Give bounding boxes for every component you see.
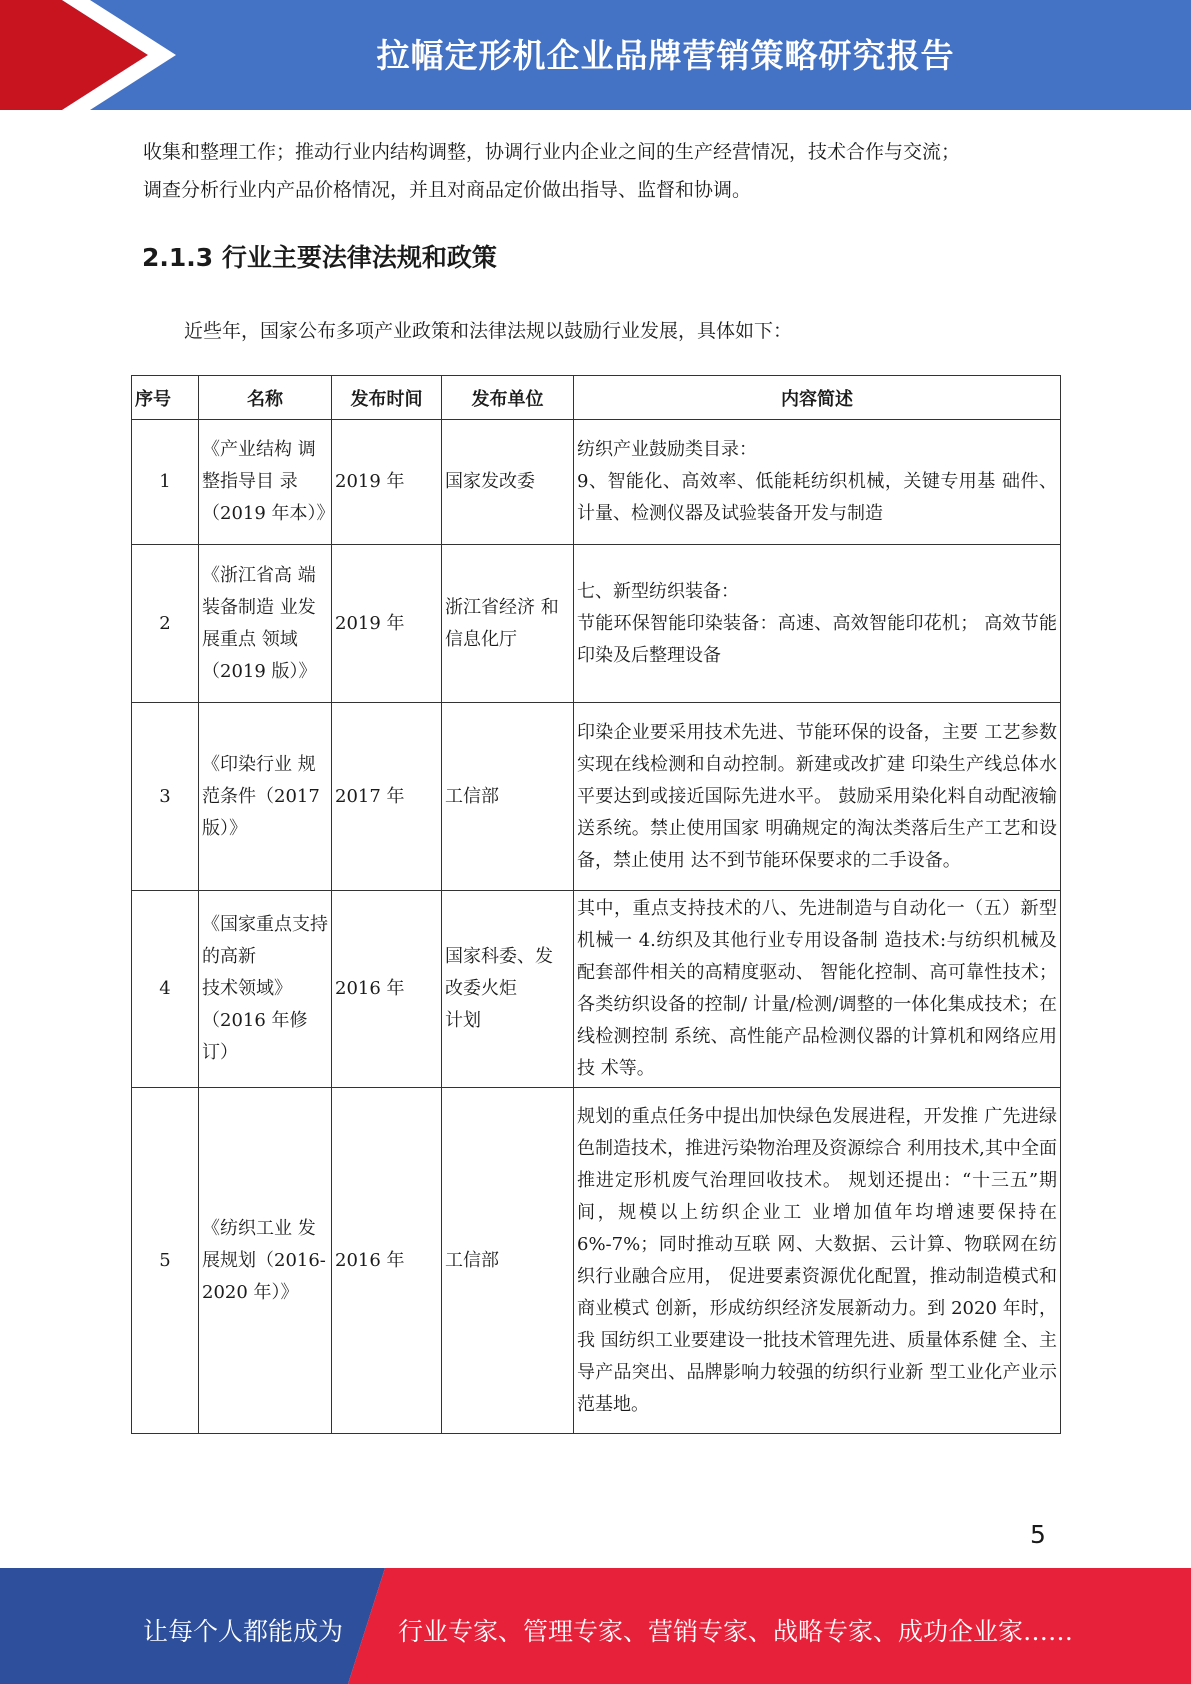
cell-publisher: 国家发改委 <box>442 420 574 545</box>
table-row <box>132 1088 1061 1434</box>
cell-publisher: 浙江省经济 和信息化厅 <box>442 545 574 703</box>
header-publisher: 发布单位 <box>442 376 574 420</box>
cell-date: 2019 年 <box>332 420 442 545</box>
table-row <box>132 420 1061 545</box>
cell-publisher: 工信部 <box>442 703 574 891</box>
table-row <box>132 891 1061 1088</box>
table-row <box>132 545 1061 703</box>
cell-name: 《国家重点支持的高新 技术领域》 （2016 年修订） <box>199 891 332 1088</box>
section-heading: 2.1.3 行业主要法律法规和政策 <box>142 243 497 272</box>
report-title: 拉幅定形机企业品牌营销策略研究报告 <box>376 36 955 75</box>
cell-publisher: 国家科委、发改委火炬 计划 <box>442 891 574 1088</box>
cell-description: 规划的重点任务中提出加快绿色发展进程，开发推 广先进绿色制造技术，推进污染物治理及资源综合 利用技术,其中全面推进定形机废气治理回收技术。 规划还提出：“十三五”期间，规模以上纺织企业工 业增加值年均增速要保持在 6%-7%；同时推动互联 网、大数据、云计算、物联网在纺织行业融合应用， 促进要素资源优化配置，推动制造模式和商业模式 创新，形成纺织经济发展新动力。到 2020 年时，我 国纺织工业要建设一批技术管理先进、质量体系健 全、主导产品突出、品牌影响力较强的纺织行业新 型工业化产业示范基地。 <box>574 1088 1061 1434</box>
cell-description: 纺织产业鼓励类目录： 9、智能化、高效率、低能耗纺织机械，关键专用基 础件、计量、检测仪器及试验装备开发与制造 <box>574 420 1061 545</box>
table-header-row <box>132 376 1061 420</box>
intro-line-1: 收集和整理工作；推动行业内结构调整，协调行业内企业之间的生产经营情况，技术合作与交流； <box>143 141 961 163</box>
cell-name: 《印染行业 规范条件（2017 版）》 <box>199 703 332 891</box>
cell-seq: 4 <box>132 891 199 1088</box>
cell-date: 2016 年 <box>332 1088 442 1434</box>
cell-description: 印染企业要采用技术先进、节能环保的设备，主要 工艺参数实现在线检测和自动控制。新建或改扩建 印染生产线总体水平要达到或接近国际先进水平。 鼓励采用染化料自动配液输送系统。禁止使用国家 明确规定的淘汰类落后生产工艺和设备，禁止使用 达不到节能环保要求的二手设备。 <box>574 703 1061 891</box>
cell-date: 2017 年 <box>332 703 442 891</box>
cell-seq: 3 <box>132 703 199 891</box>
cell-seq: 5 <box>132 1088 199 1434</box>
header-seq: 序号 <box>132 376 199 420</box>
cell-seq: 1 <box>132 420 199 545</box>
header-date: 发布时间 <box>332 376 442 420</box>
cell-publisher: 工信部 <box>442 1088 574 1434</box>
policy-table <box>131 375 1061 1434</box>
cell-name: 《纺织工业 发展规划（2016-2020 年）》 <box>199 1088 332 1434</box>
cell-description: 七、新型纺织装备： 节能环保智能印染装备：高速、高效智能印花机； 高效节能印染及后整理设备 <box>574 545 1061 703</box>
cell-date: 2019 年 <box>332 545 442 703</box>
intro-line-2: 调查分析行业内产品价格情况，并且对商品定价做出指导、监督和协调。 <box>143 179 752 201</box>
cell-description: 其中，重点支持技术的八、先进制造与自动化一（五）新型机械一 4.纺织及其他行业专用设备制 造技术:与纺织机械及配套部件相关的高精度驱动、 智能化控制、高可靠性技术；各类纺织设备的控制/ 计量/检测/调整的一体化集成技术；在线检测控制 系统、高性能产品检测仪器的计算机和网络应用技 术等。 <box>574 891 1061 1088</box>
header-banner <box>0 0 1191 110</box>
header-name: 名称 <box>199 376 332 420</box>
page-number: 5 <box>1030 1520 1046 1549</box>
footer-slogan-left: 让每个人都能成为 <box>143 1617 344 1646</box>
cell-seq: 2 <box>132 545 199 703</box>
table-row <box>132 703 1061 891</box>
intro-paragraph <box>143 133 1063 209</box>
cell-name: 《产业结构 调整指导目 录（2019 年本）》 <box>199 420 332 545</box>
lead-paragraph: 近些年，国家公布多项产业政策和法律法规以鼓励行业发展，具体如下： <box>184 320 793 342</box>
footer-slogan-right: 行业专家、管理专家、营销专家、战略专家、成功企业家…… <box>398 1617 1074 1646</box>
header-description: 内容简述 <box>574 376 1061 420</box>
footer-banner <box>0 1568 1191 1684</box>
cell-date: 2016 年 <box>332 891 442 1088</box>
cell-name: 《浙江省高 端装备制造 业发展重点 领域（2019 版）》 <box>199 545 332 703</box>
